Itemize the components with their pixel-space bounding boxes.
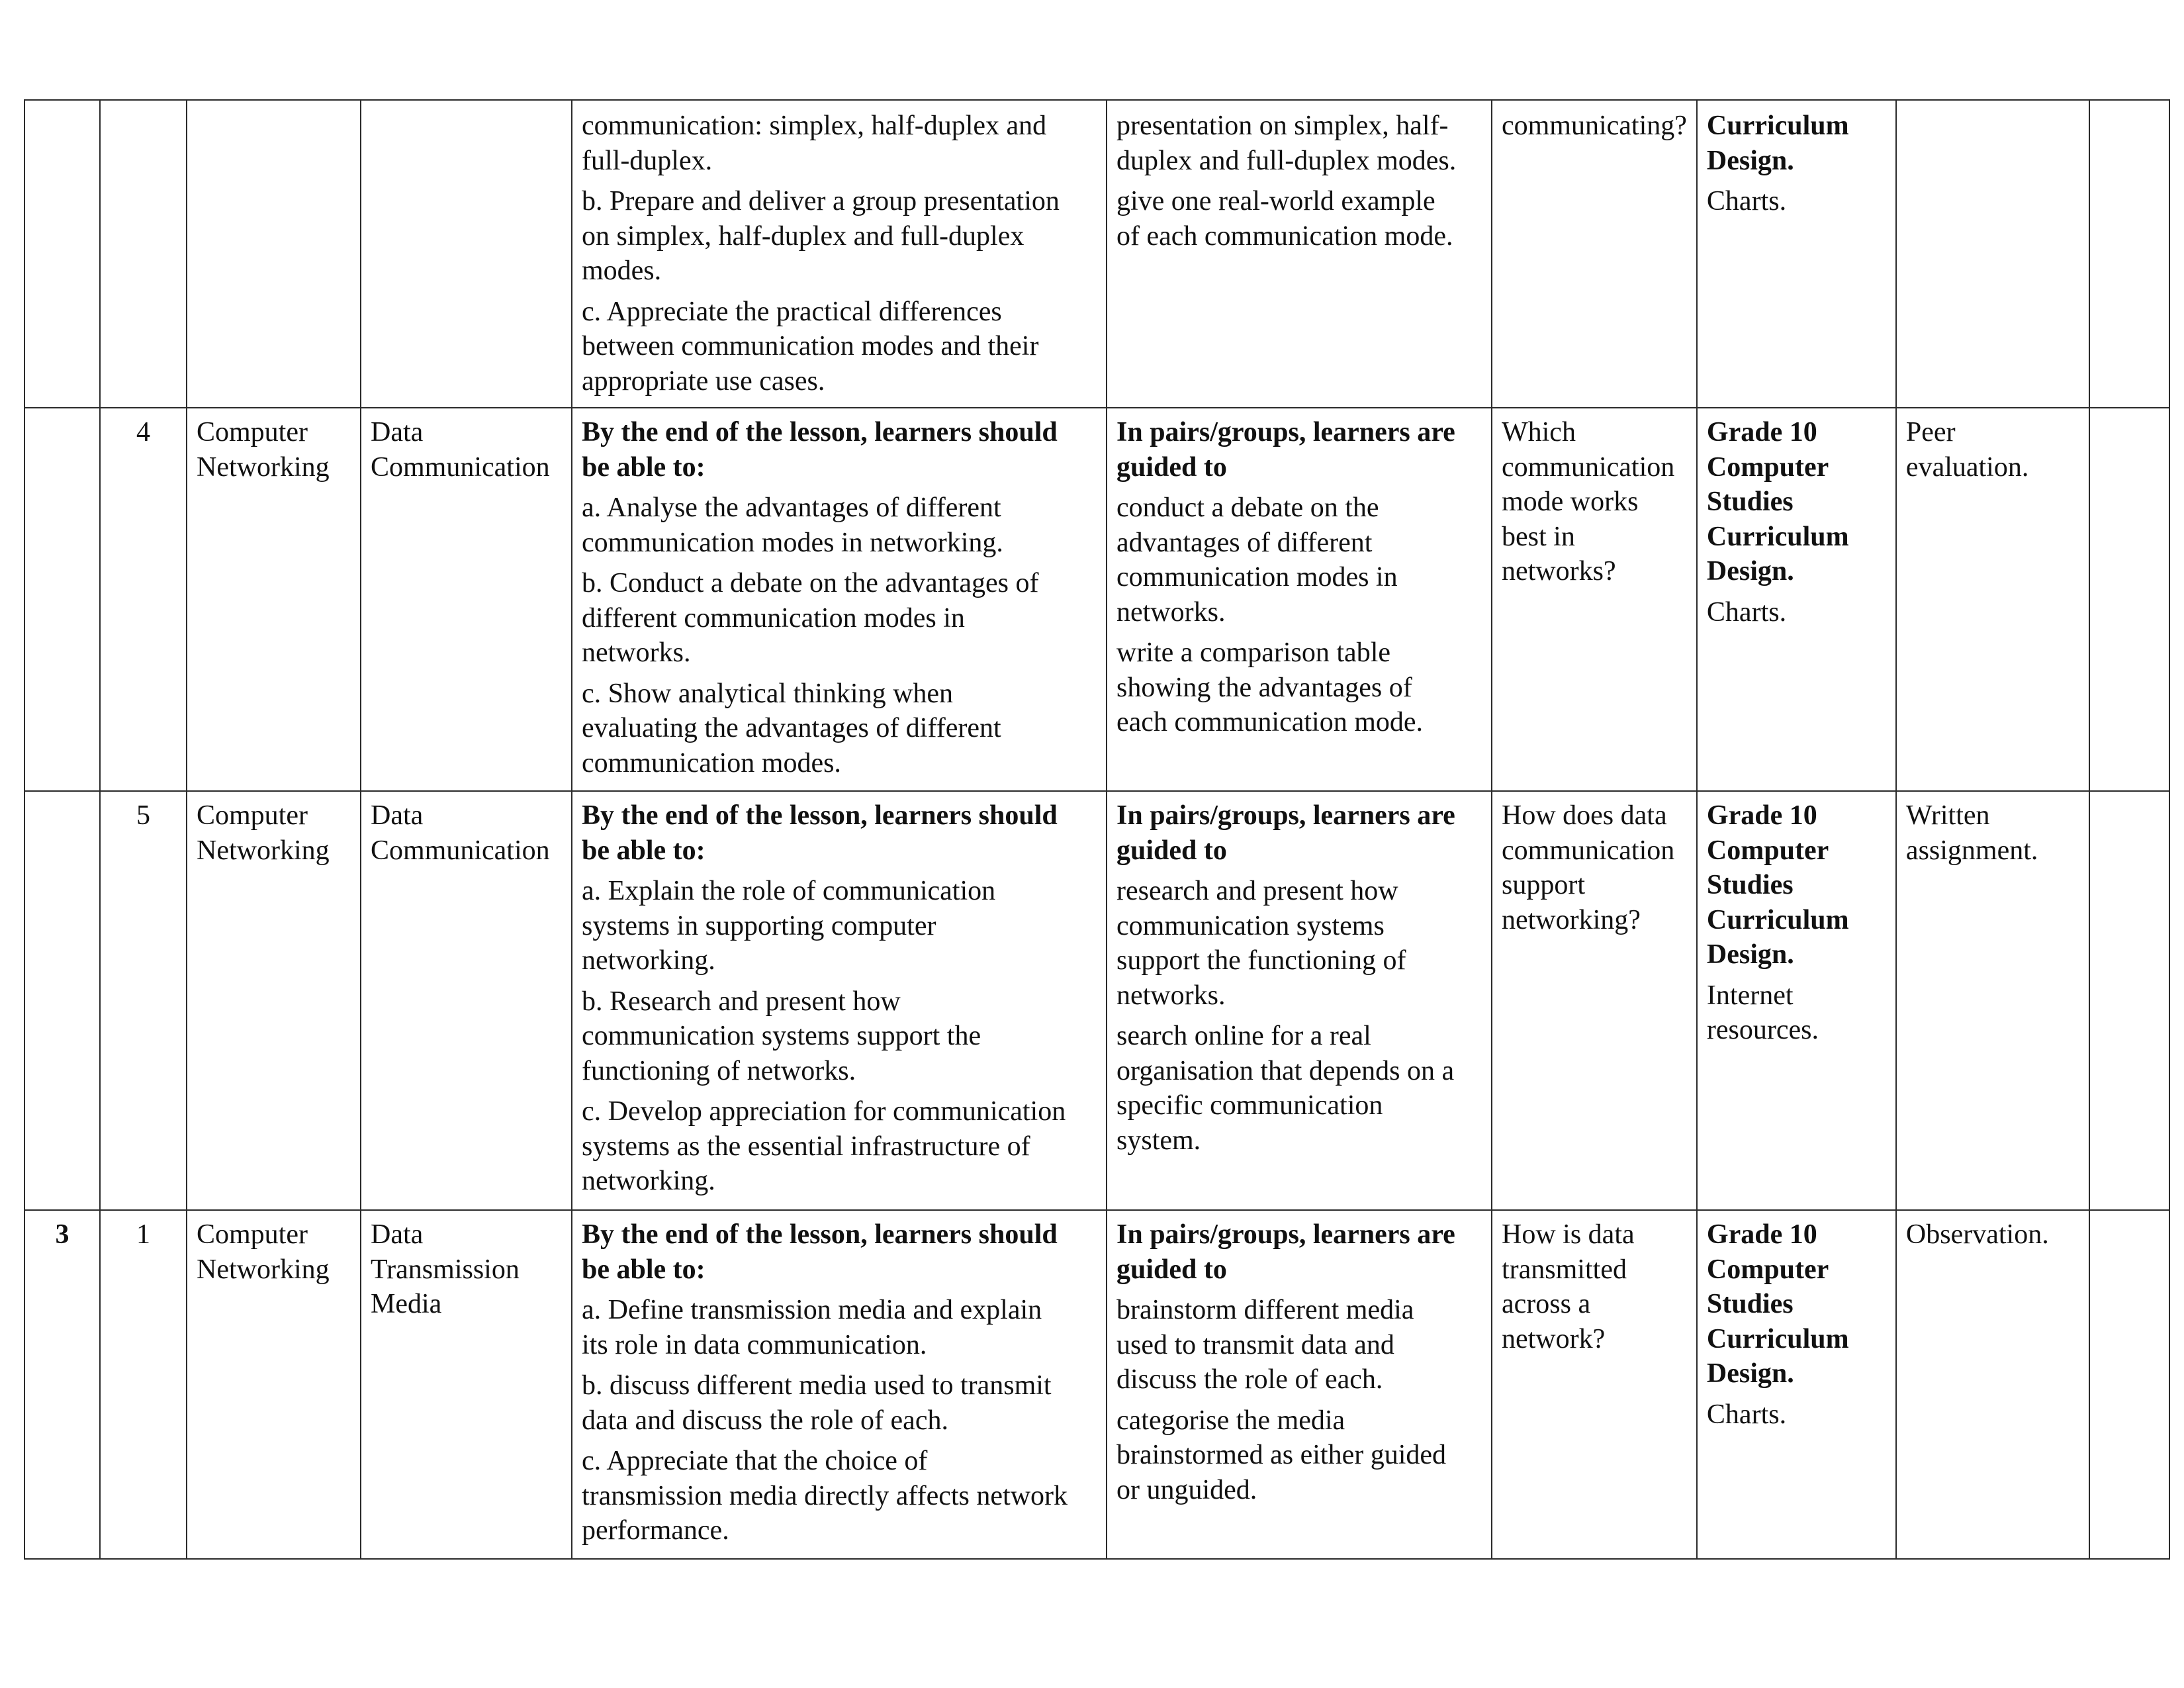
experience-item	[1116, 491, 1482, 630]
learning-resources-cell	[1697, 100, 1896, 408]
text-line: Charts.	[1706, 186, 1787, 216]
text-line: Design.	[1706, 556, 1794, 586]
text-line: Charts.	[1706, 596, 1787, 628]
text-line: By the end of the lesson, learners should	[582, 1219, 1058, 1250]
outcomes-heading	[582, 798, 1097, 868]
outcome-item	[582, 984, 1097, 1089]
sub-strand-cell	[361, 791, 572, 1210]
text-line: support	[1502, 870, 1585, 900]
text-line: Grade 10	[1706, 417, 1817, 447]
text-line: In pairs/groups, learners are	[1116, 417, 1455, 447]
resources-bold	[1707, 1217, 1886, 1391]
text-line: appropriate use cases.	[582, 365, 825, 397]
sub-strand-cell	[361, 1210, 572, 1559]
text-line: c. Develop appreciation for communication	[582, 1096, 1066, 1127]
text-line: guided to	[1116, 835, 1227, 866]
lesson-cell: 1	[100, 1210, 187, 1559]
text-line: categorise the media	[1116, 1405, 1345, 1436]
text-line: Observation.	[1905, 1219, 2049, 1250]
learning-experiences-cell	[1107, 408, 1492, 791]
text-line: its role in data communication.	[582, 1329, 927, 1360]
remarks-cell	[2089, 408, 2169, 791]
assessment-cell	[1896, 408, 2089, 791]
text-line: different communication modes in	[582, 602, 965, 633]
text-line: Which	[1502, 417, 1576, 447]
text-line: organisation that depends on a	[1116, 1055, 1455, 1086]
text-line: networking.	[582, 1166, 715, 1196]
learning-experiences-cell	[1107, 1210, 1492, 1559]
text-line: each communication mode.	[1116, 707, 1424, 737]
learning-outcomes-cell	[572, 1210, 1107, 1559]
table-row	[24, 791, 2169, 1210]
text-line: be able to:	[582, 1254, 705, 1285]
text-line: systems in supporting computer	[582, 910, 936, 941]
text-line: full-duplex.	[582, 145, 713, 176]
resources-plain	[1707, 184, 1886, 219]
outcome-item	[582, 184, 1097, 289]
outcomes-heading	[582, 415, 1097, 485]
text-line: Data	[371, 1219, 424, 1250]
experience-item	[1116, 109, 1482, 178]
text-line: communication systems	[1116, 910, 1385, 941]
text-line: performance.	[582, 1515, 729, 1546]
experience-item	[1116, 1403, 1482, 1508]
text-line: b. Prepare and deliver a group presentation	[582, 186, 1060, 216]
text-line: Computer	[197, 800, 308, 831]
experience-item	[1116, 874, 1482, 1013]
text-line: a. Explain the role of communication	[582, 876, 996, 906]
text-line: a. Analyse the advantages of different	[582, 492, 1001, 523]
assessment-cell	[1896, 791, 2089, 1210]
experiences-heading	[1116, 415, 1482, 485]
key-inquiry-question-cell	[1492, 791, 1697, 1210]
text-line: discuss the role of each.	[1116, 1364, 1383, 1395]
lesson-cell: 5	[100, 791, 187, 1210]
text-line: Design.	[1706, 145, 1794, 176]
text-line: networking?	[1502, 904, 1641, 935]
week-cell: 3	[24, 1210, 100, 1559]
text-line: assignment.	[1905, 835, 2038, 866]
text-line: Studies	[1706, 1289, 1794, 1319]
outcome-item	[582, 677, 1097, 781]
text-line: networks.	[1116, 596, 1226, 628]
text-line: communication modes in networking.	[582, 527, 1003, 558]
experience-item	[1116, 1019, 1482, 1158]
lesson-cell: 4	[100, 408, 187, 791]
learning-outcomes-cell	[572, 408, 1107, 791]
text-line: resources.	[1706, 1015, 1819, 1045]
text-line: In pairs/groups, learners are	[1116, 1219, 1455, 1250]
text-line: c. Appreciate the practical differences	[582, 296, 1002, 327]
resources-bold	[1707, 415, 1886, 589]
outcome-item	[582, 1444, 1097, 1548]
text-line: communicating?	[1502, 111, 1687, 141]
strand-cell	[187, 791, 361, 1210]
outcomes-heading	[582, 1217, 1097, 1287]
text-line: network?	[1502, 1323, 1606, 1354]
text-line: system.	[1116, 1125, 1201, 1156]
text-line: Communication	[371, 835, 550, 866]
experiences-heading	[1116, 1217, 1482, 1287]
text-line: or unguided.	[1116, 1474, 1257, 1505]
text-line: on simplex, half-duplex and full-duplex	[582, 220, 1024, 252]
outcome-item	[582, 1094, 1097, 1199]
learning-experiences-cell	[1107, 791, 1492, 1210]
text-line: communication modes in	[1116, 562, 1398, 592]
resources-bold	[1707, 109, 1886, 178]
text-line: communication modes.	[582, 747, 841, 778]
experience-item	[1116, 1293, 1482, 1397]
learning-outcomes-cell	[572, 100, 1107, 408]
resources-plain	[1707, 978, 1886, 1048]
text-line: transmitted	[1502, 1254, 1627, 1285]
text-line: transmission media directly affects network	[582, 1480, 1068, 1511]
text-line: How does data	[1502, 800, 1667, 831]
table-row	[24, 408, 2169, 791]
text-line: Design.	[1706, 1358, 1794, 1389]
text-line: Communication	[371, 451, 550, 483]
text-line: c. Show analytical thinking when	[582, 678, 954, 709]
learning-outcomes-cell	[572, 791, 1107, 1210]
text-line: Computer	[1706, 451, 1829, 483]
text-line: networking.	[582, 945, 715, 976]
text-line: networks.	[582, 637, 691, 668]
text-line: be able to:	[582, 451, 705, 483]
key-inquiry-question-cell	[1492, 100, 1697, 408]
text-line: Internet	[1706, 980, 1794, 1011]
text-line: Curriculum	[1706, 1323, 1849, 1354]
outcome-item	[582, 1293, 1097, 1362]
text-line: brainstorm different media	[1116, 1295, 1414, 1325]
text-line: give one real-world example	[1116, 186, 1435, 216]
text-line: Curriculum	[1706, 521, 1849, 552]
text-line: In pairs/groups, learners are	[1116, 800, 1455, 831]
text-line: Computer	[1706, 835, 1829, 866]
remarks-cell	[2089, 1210, 2169, 1559]
text-line: Computer	[197, 417, 308, 447]
text-line: presentation on simplex, half-	[1116, 111, 1449, 141]
text-line: research and present how	[1116, 876, 1398, 906]
text-line: data and discuss the role of each.	[582, 1405, 948, 1436]
text-line: support the functioning of	[1116, 945, 1406, 976]
text-line: Peer	[1905, 417, 1956, 447]
outcome-item	[582, 874, 1097, 978]
text-line: Studies	[1706, 870, 1794, 900]
key-inquiry-question-cell	[1492, 408, 1697, 791]
text-line: functioning of networks.	[582, 1055, 856, 1086]
text-line: c. Appreciate that the choice of	[582, 1446, 928, 1476]
text-line: brainstormed as either guided	[1116, 1440, 1447, 1470]
assessment-cell	[1896, 1210, 2089, 1559]
text-line: between communication modes and their	[582, 331, 1039, 361]
text-line: Curriculum	[1706, 111, 1849, 141]
strand-cell	[187, 408, 361, 791]
strand-cell	[187, 100, 361, 408]
table-body	[24, 100, 2169, 1559]
text-line: Data	[371, 417, 424, 447]
resources-plain	[1707, 595, 1886, 630]
text-line: By the end of the lesson, learners should	[582, 800, 1058, 831]
remarks-cell	[2089, 100, 2169, 408]
text-line: Charts.	[1706, 1399, 1787, 1430]
text-line: networks?	[1502, 556, 1616, 586]
text-line: a. Define transmission media and explain	[582, 1295, 1042, 1325]
text-line: write a comparison table	[1116, 637, 1391, 668]
text-line: evaluating the advantages of different	[582, 713, 1001, 743]
text-line: Networking	[197, 1254, 330, 1285]
sub-strand-cell	[361, 100, 572, 408]
text-line: Data	[371, 800, 424, 831]
text-line: evaluation.	[1905, 451, 2029, 483]
text-line: b. Research and present how	[582, 986, 901, 1017]
text-line: guided to	[1116, 1254, 1227, 1285]
text-line: conduct a debate on the	[1116, 492, 1379, 523]
text-line: search online for a real	[1116, 1021, 1371, 1051]
text-line: Grade 10	[1706, 800, 1817, 831]
text-line: b. Conduct a debate on the advantages of	[582, 568, 1039, 598]
week-cell	[24, 100, 100, 408]
learning-experiences-cell	[1107, 100, 1492, 408]
text-line: Networking	[197, 835, 330, 866]
sub-strand-cell	[361, 408, 572, 791]
text-line: communication: simplex, half-duplex and	[582, 111, 1047, 141]
key-inquiry-question-cell	[1492, 1210, 1697, 1559]
text-line: best in	[1502, 521, 1575, 552]
outcome-item	[582, 566, 1097, 671]
lesson-cell	[100, 100, 187, 408]
outcome-item	[582, 491, 1097, 560]
table-row	[24, 100, 2169, 408]
text-line: Computer	[197, 1219, 308, 1250]
text-line: Grade 10	[1706, 1219, 1817, 1250]
resources-plain	[1707, 1397, 1886, 1432]
text-line: modes.	[582, 256, 662, 286]
text-line: Media	[371, 1289, 442, 1319]
week-cell	[24, 791, 100, 1210]
text-line: How is data	[1502, 1219, 1635, 1250]
experiences-heading	[1116, 798, 1482, 868]
text-line: Curriculum	[1706, 904, 1849, 935]
text-line: systems as the essential infrastructure of	[582, 1131, 1030, 1162]
text-line: b. discuss different media used to transmit	[582, 1370, 1052, 1401]
text-line: communication systems support the	[582, 1021, 981, 1051]
text-line: networks.	[1116, 980, 1226, 1011]
text-line: Design.	[1706, 939, 1794, 970]
text-line: duplex and full-duplex modes.	[1116, 145, 1457, 176]
outcome-item	[582, 295, 1097, 399]
text-line: communication	[1502, 835, 1675, 866]
text-line: of each communication mode.	[1116, 220, 1453, 252]
week-cell	[24, 408, 100, 791]
text-line: used to transmit data and	[1116, 1329, 1394, 1360]
resources-bold	[1707, 798, 1886, 972]
text-line: guided to	[1116, 451, 1227, 483]
text-line: showing the advantages of	[1116, 672, 1412, 703]
text-line: communication	[1502, 451, 1675, 483]
text-line: specific communication	[1116, 1090, 1383, 1121]
outcome-item	[582, 109, 1097, 178]
text-line: advantages of different	[1116, 527, 1373, 558]
remarks-cell	[2089, 791, 2169, 1210]
learning-resources-cell	[1697, 408, 1896, 791]
text-line: Written	[1905, 800, 1990, 831]
experience-item	[1116, 635, 1482, 740]
text-line: across a	[1502, 1289, 1591, 1319]
text-line: Transmission	[371, 1254, 520, 1285]
experience-item	[1116, 184, 1482, 254]
table-row	[24, 1210, 2169, 1559]
text-line: Computer	[1706, 1254, 1829, 1285]
text-line: Networking	[197, 451, 330, 483]
scheme-of-work-table	[24, 99, 2170, 1560]
text-line: Studies	[1706, 487, 1794, 517]
outcome-item	[582, 1368, 1097, 1438]
learning-resources-cell	[1697, 791, 1896, 1210]
text-line: mode works	[1502, 487, 1639, 517]
strand-cell	[187, 1210, 361, 1559]
learning-resources-cell	[1697, 1210, 1896, 1559]
text-line: be able to:	[582, 835, 705, 866]
assessment-cell	[1896, 100, 2089, 408]
text-line: By the end of the lesson, learners should	[582, 417, 1058, 447]
